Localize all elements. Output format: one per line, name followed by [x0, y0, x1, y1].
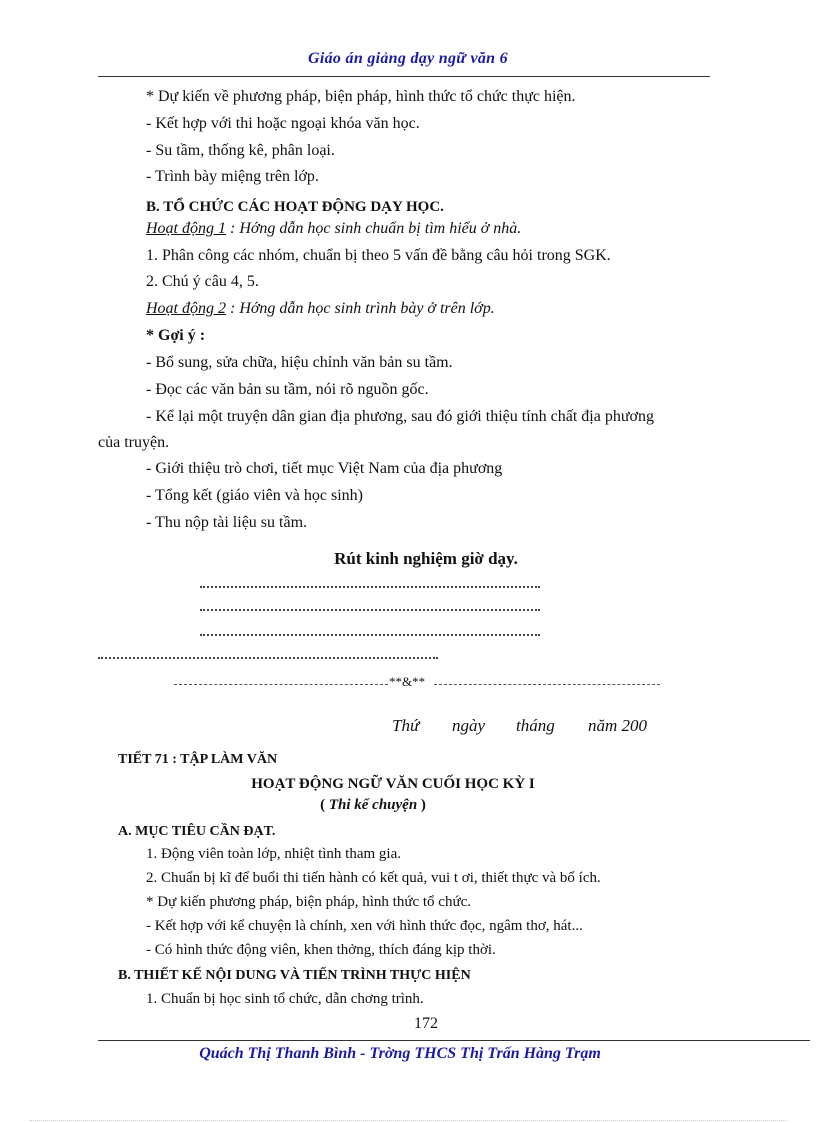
activity-2-text: : Hớng dẫn học sinh trình bày ở trên lớp. — [226, 300, 495, 317]
separator-left — [174, 684, 388, 685]
activity-1 — [146, 220, 521, 238]
lesson-title: HOẠT ĐỘNG NGỮ VĂN CUỐI HỌC KỲ I — [251, 776, 535, 792]
date-thang: tháng — [516, 716, 555, 735]
dotted-line — [98, 657, 438, 659]
activity-2-label: Hoạt động 2 — [146, 300, 226, 317]
subtitle-text: Thi kể chuyện — [328, 797, 418, 813]
footer-rule — [98, 1040, 810, 1041]
text-line: * Dự kiến phương pháp, biện pháp, hình thức tổ chức. — [146, 894, 471, 910]
section-heading: A. MỤC TIÊU CẦN ĐẠT. — [118, 824, 276, 839]
text-line: - Kết hợp với thi hoặc ngoại khóa văn học. — [146, 115, 420, 132]
dotted-line — [200, 609, 540, 611]
text-line: - Kết hợp với kể chuyện là chính, xen với hình thức đọc, ngâm thơ, hát... — [146, 918, 583, 934]
dotted-line — [200, 634, 540, 636]
text-line: - Trình bày miệng trên lớp. — [146, 168, 319, 185]
date-thu: Thứ — [392, 716, 420, 735]
separator-right — [434, 684, 660, 685]
paren-open: ( — [320, 797, 329, 813]
lesson-subtitle — [0, 797, 746, 814]
text-line: của truyện. — [98, 434, 170, 451]
text-line: - Có hình thức động viên, khen thởng, thích đáng kịp thời. — [146, 942, 496, 958]
text-line: - Tổng kết (giáo viên và học sinh) — [146, 487, 363, 504]
activity-1-label: Hoạt động 1 — [146, 220, 226, 237]
date-ngay: ngày — [452, 716, 486, 735]
text-line: - Thu nộp tài liệu su tầm. — [146, 514, 308, 531]
page-number: 172 — [414, 1015, 438, 1032]
separator-mark: **&** — [389, 674, 426, 689]
text-line: - Bổ sung, sửa chữa, hiệu chỉnh văn bản su tầm. — [146, 354, 453, 371]
text-line: - Đọc các văn bản su tầm, nói rõ nguồn gốc. — [146, 381, 429, 398]
header-rule — [98, 76, 710, 77]
text-line: * Dự kiến về phương pháp, biện pháp, hình thức tổ chức thực hiện. — [146, 88, 576, 105]
paren-close: ) — [417, 797, 426, 813]
section-heading: B. TỔ CHỨC CÁC HOẠT ĐỘNG DẠY HỌC. — [146, 199, 444, 215]
header-title: Giáo án giảng dạy ngữ văn 6 — [308, 50, 508, 67]
date-nam: năm 200 — [588, 716, 648, 735]
lesson-tiet: TIẾT 71 : TẬP LÀM VĂN — [118, 752, 278, 767]
footer-dots — [30, 1120, 786, 1121]
text-line: 1. Chuẩn bị học sinh tổ chức, dẫn chơng trình. — [146, 991, 424, 1007]
activity-1-text: : Hớng dẫn học sinh chuẩn bị tìm hiểu ở nhà. — [226, 220, 522, 237]
text-line: 2. Chuẩn bị kĩ để buổi thi tiến hành có kết quả, vui t ơi, thiết thực và bổ ích. — [146, 870, 601, 886]
text-line: 2. Chú ý câu 4, 5. — [146, 273, 259, 290]
activity-2 — [146, 300, 495, 318]
text-line: 1. Động viên toàn lớp, nhiệt tình tham gia. — [146, 846, 401, 862]
text-line: - Kể lại một truyện dân gian địa phương, sau đó giới thiệu tính chất địa phương — [146, 408, 654, 425]
review-title: Rút kinh nghiệm giờ dạy. — [334, 549, 518, 568]
text-line: 1. Phân công các nhóm, chuẩn bị theo 5 vấn đề bằng câu hỏi trong SGK. — [146, 247, 611, 264]
dotted-line — [200, 586, 540, 588]
section-heading: B. THIẾT KẾ NỘI DUNG VÀ TIẾN TRÌNH THỰC HIỆN — [118, 968, 471, 983]
footer-author: Quách Thị Thanh Bình - Trờng THCS Thị Trấn Hàng Trạm — [199, 1045, 601, 1062]
text-line: - Giới thiệu trò chơi, tiết mục Việt Nam của địa phương — [146, 460, 503, 477]
hint-heading: * Gợi ý : — [146, 327, 206, 344]
text-line: - Su tầm, thống kê, phân loại. — [146, 142, 335, 159]
